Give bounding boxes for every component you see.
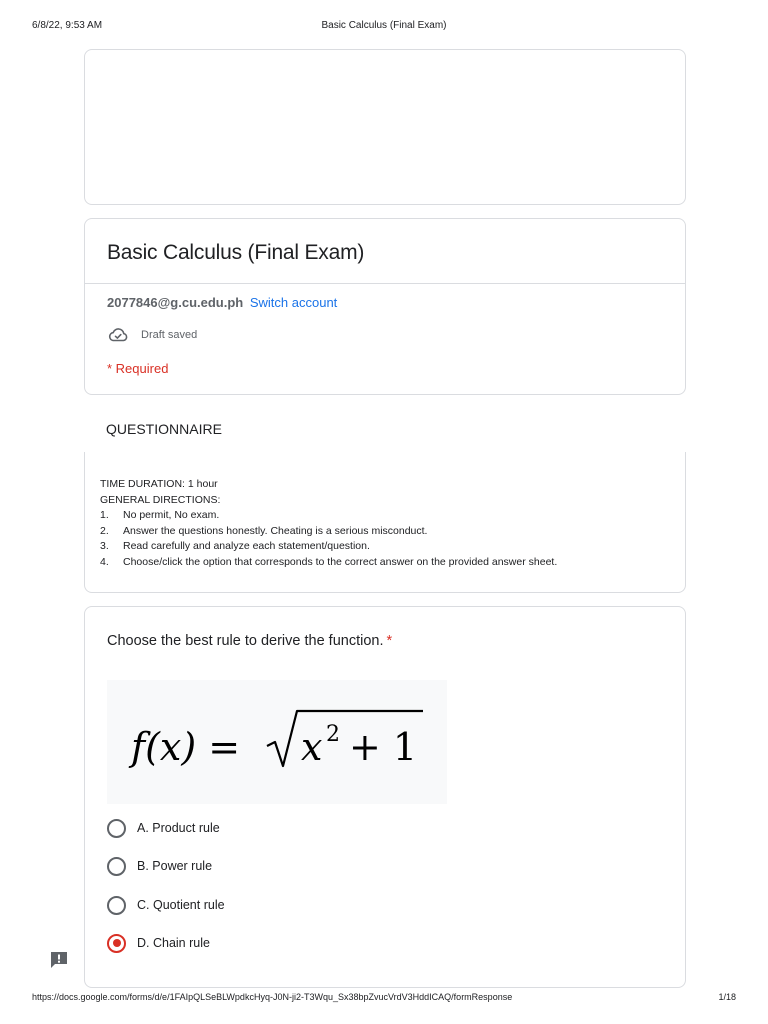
- report-feedback-icon[interactable]: [48, 949, 70, 971]
- draft-status-text: Draft saved: [141, 329, 198, 341]
- title-divider: [85, 283, 685, 284]
- option-a[interactable]: [107, 817, 407, 839]
- cloud-check-icon: [107, 327, 129, 343]
- draft-status: [107, 327, 197, 343]
- question-card: [84, 606, 686, 988]
- direction-number: 3.: [100, 540, 109, 552]
- formula-graphic: [107, 680, 447, 804]
- direction-item: [100, 539, 557, 555]
- print-page-number: 1/18: [718, 992, 736, 1002]
- account-email: 2077846@g.cu.edu.ph: [107, 295, 244, 310]
- direction-item: [100, 524, 557, 540]
- option-label: A. Product rule: [137, 821, 220, 835]
- formula-exponent: 2: [326, 722, 340, 747]
- option-d[interactable]: [107, 932, 407, 954]
- form-banner: [84, 49, 686, 205]
- form-title: Basic Calculus (Final Exam): [107, 241, 365, 264]
- radio-button-selected[interactable]: [107, 934, 126, 953]
- option-label: C. Quotient rule: [137, 898, 225, 912]
- formula-radicand-base: x: [301, 725, 323, 769]
- formula-rest: + 1: [349, 725, 418, 769]
- radio-button[interactable]: [107, 857, 126, 876]
- direction-text: Choose/click the option that corresponds to the correct answer on the provided answer sheet.: [123, 555, 558, 568]
- section-title: QUESTIONNAIRE: [106, 421, 222, 437]
- question-formula-image: [107, 680, 447, 804]
- time-duration: TIME DURATION: 1 hour: [100, 478, 218, 490]
- radio-button[interactable]: [107, 896, 126, 915]
- direction-number: 4.: [100, 555, 109, 568]
- section-description-card: [84, 452, 686, 593]
- print-footer: [0, 992, 768, 1012]
- direction-item: [100, 555, 557, 571]
- option-label: D. Chain rule: [137, 936, 210, 950]
- direction-text: Read carefully and analyze each statement/question.: [123, 540, 370, 552]
- account-row: [107, 295, 337, 310]
- option-b[interactable]: [107, 855, 407, 877]
- direction-number: 2.: [100, 524, 109, 537]
- question-title: [107, 633, 392, 649]
- required-note: * Required: [107, 361, 169, 376]
- print-date: 6/8/22, 9:53 AM: [32, 20, 103, 31]
- direction-text: Answer the questions honestly. Cheating is a serious misconduct.: [123, 524, 428, 537]
- radio-button[interactable]: [107, 819, 126, 838]
- print-url: https://docs.google.com/forms/d/e/1FAIpQLSeBLWpdkcHyq-J0N-ji2-T3Wqu_Sx38bpZvucVrdV3HddICAQ/formResponse: [32, 992, 513, 1002]
- direction-number: 1.: [100, 509, 109, 521]
- formula-lhs: f(x) =: [131, 725, 241, 769]
- direction-item: [100, 508, 557, 524]
- print-doc-title: Basic Calculus (Final Exam): [321, 20, 447, 31]
- direction-text: No permit, No exam.: [123, 509, 220, 521]
- option-label: B. Power rule: [137, 859, 213, 873]
- required-marker: *: [386, 633, 393, 649]
- form-title-card: [84, 218, 686, 395]
- directions-heading: GENERAL DIRECTIONS:: [100, 493, 221, 506]
- section-description: [100, 477, 557, 570]
- switch-account-link[interactable]: Switch account: [249, 295, 338, 310]
- print-header: [0, 0, 768, 44]
- directions-list: [100, 508, 557, 570]
- question-text: Choose the best rule to derive the function.: [107, 633, 384, 649]
- option-c[interactable]: [107, 894, 407, 916]
